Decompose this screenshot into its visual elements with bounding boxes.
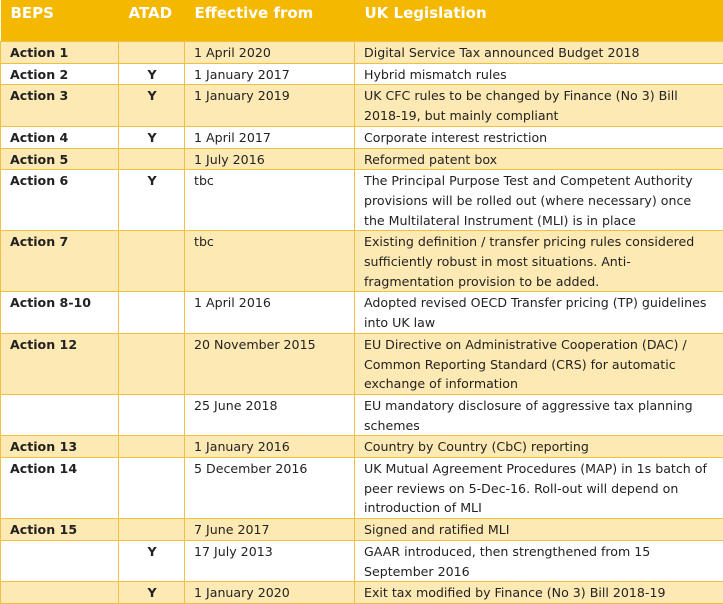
- cell-effective-from: 1 January 2017: [185, 63, 355, 85]
- cell-uk-legislation: Reformed patent box: [355, 148, 723, 170]
- cell-atad: [119, 394, 185, 435]
- header-atad: ATAD: [119, 0, 185, 42]
- cell-effective-from: 7 June 2017: [185, 519, 355, 541]
- table-row: [1, 148, 723, 170]
- cell-effective-from: 20 November 2015: [185, 333, 355, 394]
- cell-effective-from: 1 January 2019: [185, 85, 355, 126]
- cell-beps: Action 6: [1, 170, 119, 231]
- table-row: [1, 231, 723, 292]
- cell-beps: Action 13: [1, 436, 119, 458]
- cell-effective-from: 1 April 2016: [185, 292, 355, 333]
- cell-effective-from: 5 December 2016: [185, 458, 355, 519]
- table-row: [1, 519, 723, 541]
- cell-beps: [1, 394, 119, 435]
- cell-uk-legislation: Existing definition / transfer pricing rules considered sufficiently robust in most situations. Anti-fragmentation provision to be added.: [355, 231, 723, 292]
- table-row: [1, 436, 723, 458]
- cell-beps: Action 7: [1, 231, 119, 292]
- header-effective-from: Effective from: [185, 0, 355, 42]
- header-row: [1, 0, 723, 42]
- cell-beps: Action 5: [1, 148, 119, 170]
- cell-effective-from: 1 January 2016: [185, 436, 355, 458]
- cell-beps: Action 15: [1, 519, 119, 541]
- table-row: [1, 126, 723, 148]
- table-body: [1, 42, 723, 604]
- cell-atad: [119, 231, 185, 292]
- cell-atad: [119, 292, 185, 333]
- cell-uk-legislation: UK CFC rules to be changed by Finance (No 3) Bill 2018-19, but mainly compliant: [355, 85, 723, 126]
- cell-beps: Action 1: [1, 42, 119, 64]
- table-header: [1, 0, 723, 42]
- cell-effective-from: tbc: [185, 170, 355, 231]
- cell-beps: Action 4: [1, 126, 119, 148]
- cell-atad: Y: [119, 540, 185, 581]
- cell-atad: Y: [119, 170, 185, 231]
- table-row: [1, 394, 723, 435]
- cell-atad: [119, 42, 185, 64]
- cell-uk-legislation: Signed and ratified MLI: [355, 519, 723, 541]
- cell-atad: Y: [119, 85, 185, 126]
- table-row: [1, 582, 723, 604]
- table-row: [1, 292, 723, 333]
- cell-uk-legislation: Adopted revised OECD Transfer pricing (TP) guidelines into UK law: [355, 292, 723, 333]
- header-uk-legislation: UK Legislation: [355, 0, 723, 42]
- table-row: [1, 170, 723, 231]
- cell-uk-legislation: Exit tax modified by Finance (No 3) Bill 2018-19: [355, 582, 723, 604]
- table-row: [1, 540, 723, 581]
- cell-atad: Y: [119, 63, 185, 85]
- cell-atad: [119, 436, 185, 458]
- cell-atad: [119, 148, 185, 170]
- table-row: [1, 458, 723, 519]
- cell-atad: Y: [119, 126, 185, 148]
- cell-effective-from: 1 April 2017: [185, 126, 355, 148]
- cell-beps: [1, 582, 119, 604]
- cell-beps: Action 14: [1, 458, 119, 519]
- cell-uk-legislation: Country by Country (CbC) reporting: [355, 436, 723, 458]
- table-row: [1, 42, 723, 64]
- cell-uk-legislation: GAAR introduced, then strengthened from 15 September 2016: [355, 540, 723, 581]
- cell-effective-from: 1 January 2020: [185, 582, 355, 604]
- cell-uk-legislation: Corporate interest restriction: [355, 126, 723, 148]
- cell-effective-from: 1 April 2020: [185, 42, 355, 64]
- cell-atad: [119, 333, 185, 394]
- cell-uk-legislation: EU Directive on Administrative Cooperation (DAC) / Common Reporting Standard (CRS) for automatic exchange of information: [355, 333, 723, 394]
- cell-beps: Action 3: [1, 85, 119, 126]
- table-row: [1, 63, 723, 85]
- cell-atad: [119, 519, 185, 541]
- cell-beps: Action 2: [1, 63, 119, 85]
- cell-uk-legislation: Hybrid mismatch rules: [355, 63, 723, 85]
- header-beps: BEPS: [1, 0, 119, 42]
- cell-effective-from: 25 June 2018: [185, 394, 355, 435]
- cell-uk-legislation: The Principal Purpose Test and Competent Authority provisions will be rolled out (where necessary) once the Multilateral Instrument (MLI) is in place: [355, 170, 723, 231]
- cell-atad: [119, 458, 185, 519]
- cell-beps: Action 12: [1, 333, 119, 394]
- cell-beps: [1, 540, 119, 581]
- cell-beps: Action 8-10: [1, 292, 119, 333]
- cell-uk-legislation: Digital Service Tax announced Budget 2018: [355, 42, 723, 64]
- cell-uk-legislation: UK Mutual Agreement Procedures (MAP) in 1s batch of peer reviews on 5-Dec-16. Roll-out will depend on introduction of MLI: [355, 458, 723, 519]
- cell-atad: Y: [119, 582, 185, 604]
- cell-effective-from: 1 July 2016: [185, 148, 355, 170]
- cell-effective-from: tbc: [185, 231, 355, 292]
- cell-effective-from: 17 July 2013: [185, 540, 355, 581]
- cell-uk-legislation: EU mandatory disclosure of aggressive tax planning schemes: [355, 394, 723, 435]
- table-row: [1, 85, 723, 126]
- table-row: [1, 333, 723, 394]
